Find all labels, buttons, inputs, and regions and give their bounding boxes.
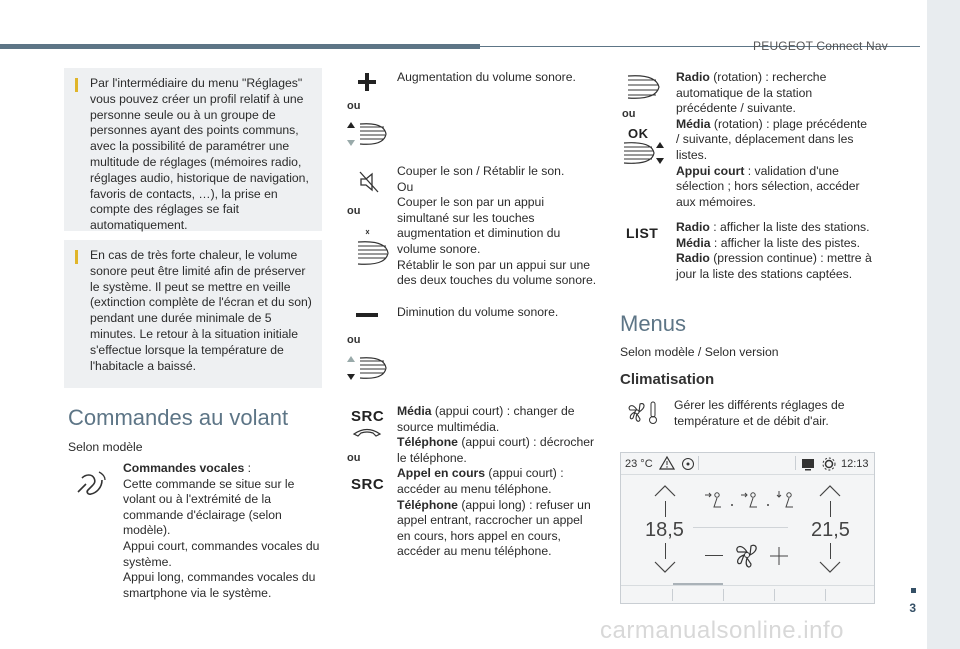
list-line-media bbox=[676, 236, 872, 252]
list-line-radio-long bbox=[676, 251, 872, 282]
src-bold: Appel en cours bbox=[397, 466, 486, 481]
src-text: (appui court) : changer de source multimédia. bbox=[397, 404, 575, 434]
temp-left-tick bbox=[665, 543, 666, 559]
voice-command-desc bbox=[123, 461, 323, 601]
radio-desc bbox=[676, 70, 872, 210]
radio-line-rotation bbox=[676, 70, 872, 117]
list-text: : afficher la liste des pistes. bbox=[710, 235, 861, 250]
temp-right-up-icon[interactable] bbox=[819, 485, 841, 497]
climatisation-desc: Gérer les différents réglages de température et de débit d'air. bbox=[674, 398, 845, 428]
scroll-wheel-ok-icon bbox=[622, 140, 666, 166]
plus-icon bbox=[357, 72, 377, 92]
info-box-heat bbox=[64, 240, 322, 388]
src-desc bbox=[397, 404, 599, 560]
temp-right-value: 21,5 bbox=[811, 519, 850, 541]
settings-icon[interactable] bbox=[822, 457, 836, 471]
radio-bold: Radio bbox=[676, 70, 710, 84]
ou-label: ou bbox=[347, 452, 361, 464]
media-line-rotation bbox=[676, 117, 872, 164]
radio-text: (rotation) : recherche automatique de la station précédente / suivante. bbox=[676, 70, 827, 116]
src-button-label-2: SRC bbox=[351, 476, 385, 493]
radio-bold: Média bbox=[676, 116, 711, 131]
air-distribution-icons[interactable] bbox=[701, 489, 801, 515]
src-text: (appui court) : accéder au menu téléphone. bbox=[397, 466, 564, 496]
temp-left-up-icon[interactable] bbox=[654, 485, 676, 497]
info-box-profiles bbox=[64, 68, 322, 231]
radio-text: (rotation) : plage précédente / suivante, déplacement dans les listes. bbox=[676, 116, 868, 162]
mute-icon bbox=[358, 170, 380, 194]
info-icon bbox=[75, 250, 78, 264]
menus-subtitle: Selon modèle / Selon version bbox=[620, 345, 779, 359]
src-text: (appui court) : décrocher le téléphone. bbox=[397, 435, 595, 465]
info-icon bbox=[75, 78, 78, 92]
ou-label: ou bbox=[347, 100, 361, 112]
info-text: Par l'intermédiaire du menu "Réglages" vous pouvez créer un profil relatif à une personne seule ou à un groupe de personnes ayant des points communs, avec la possibilité de paramétrer une multitude de réglages (mémoires radio, réglages audio, historique de navigation, favoris de contacts, …), la prise en compte des réglages se fait automatiquement. bbox=[90, 76, 309, 233]
temp-left-down-icon[interactable] bbox=[654, 561, 676, 573]
watermark: carmanualsonline.info bbox=[600, 617, 844, 644]
status-divider bbox=[698, 456, 699, 470]
minus-icon bbox=[356, 313, 378, 319]
page-indicator bbox=[673, 583, 723, 585]
temp-right-down-icon[interactable] bbox=[819, 561, 841, 573]
short-press-line bbox=[676, 164, 872, 211]
page-number: 3 bbox=[909, 601, 916, 615]
location-icon[interactable] bbox=[681, 457, 695, 471]
src-button-label: SRC bbox=[351, 408, 385, 425]
src-bold: Téléphone bbox=[397, 497, 458, 512]
header-title: PEUGEOT Connect Nav bbox=[753, 39, 888, 53]
src-line-phone-long bbox=[397, 498, 599, 560]
bottom-divider bbox=[825, 589, 826, 601]
climate-bottom-bar bbox=[621, 585, 874, 603]
temp-left-tick bbox=[665, 501, 666, 517]
list-bold: Média bbox=[676, 235, 711, 250]
warning-icon bbox=[659, 456, 675, 470]
mute-desc: Couper le son / Rétablir le son. Ou Couper le son par un appui simultané sur les touches augmentation et diminution du volume sonore. Rétablir le son par un appui sur une des deux touches du volume sonore. bbox=[397, 164, 597, 288]
list-bold: Radio bbox=[676, 220, 710, 234]
climate-screen bbox=[620, 452, 875, 604]
list-line-radio bbox=[676, 220, 872, 236]
fan-minus-icon[interactable] bbox=[705, 555, 723, 556]
outside-temperature: 23 °C bbox=[625, 458, 653, 470]
fan-plus-icon[interactable] bbox=[769, 546, 789, 566]
radio-text: : validation d'une sélection ; hors sélection, accéder aux mémoires. bbox=[676, 163, 860, 209]
src-line-phone bbox=[397, 435, 599, 466]
page-marker bbox=[911, 588, 916, 593]
clock: 12:13 bbox=[841, 458, 869, 470]
section-title-menus: Menus bbox=[620, 311, 687, 336]
src-line-call bbox=[397, 466, 599, 497]
bottom-divider bbox=[672, 589, 673, 601]
section-title-commandes: Commandes au volant bbox=[68, 405, 289, 430]
src-bold: Téléphone bbox=[397, 435, 458, 450]
bottom-divider bbox=[774, 589, 775, 601]
rotary-wheel-icon bbox=[626, 72, 662, 102]
section-subtitle: Selon modèle bbox=[68, 440, 143, 454]
voice-command-label: Commandes vocales bbox=[123, 461, 245, 475]
page-side-bar bbox=[927, 0, 960, 649]
scroll-wheel-mute-icon bbox=[352, 228, 392, 268]
list-bold: Radio bbox=[676, 251, 710, 266]
bottom-divider bbox=[723, 589, 724, 601]
src-bold: Média bbox=[397, 404, 432, 418]
list-desc bbox=[676, 220, 872, 282]
list-button-label: LIST bbox=[626, 225, 659, 241]
temp-right-tick bbox=[830, 543, 831, 559]
phone-icon bbox=[352, 427, 382, 437]
info-text: En cas de très forte chaleur, le volume sonore peut être limité afin de préserver le système. Il peut se mettre en veille (extinction complète de l'écran et du son) pendant une durée minimale de 5 minutes. Le retour à la situation initiale s'effectue lorsque la température de l'habitacle a baissé. bbox=[90, 248, 312, 373]
fan-thermometer-icon bbox=[626, 399, 660, 425]
list-text: (pression continue) : mettre à jour la liste des stations captées. bbox=[676, 251, 872, 281]
header-rule bbox=[0, 44, 480, 49]
voice-command-colon: : bbox=[244, 461, 252, 475]
scroll-wheel-up-icon bbox=[346, 120, 388, 148]
temp-right-tick bbox=[830, 501, 831, 517]
src-line-media bbox=[397, 404, 599, 435]
volume-down-desc: Diminution du volume sonore. bbox=[397, 305, 559, 319]
temp-left-value: 18,5 bbox=[645, 519, 684, 541]
status-divider bbox=[795, 456, 796, 470]
ok-button-label: OK bbox=[628, 126, 649, 141]
ou-label: ou bbox=[347, 334, 361, 346]
voice-command-icon bbox=[74, 468, 110, 498]
fan-icon[interactable] bbox=[733, 541, 761, 569]
scroll-wheel-down-icon bbox=[346, 354, 388, 382]
panel-divider bbox=[693, 527, 788, 528]
ou-label: ou bbox=[622, 108, 636, 120]
climate-status-bar bbox=[621, 453, 874, 475]
list-text: : afficher la liste des stations. bbox=[709, 220, 870, 234]
ou-label: ou bbox=[347, 205, 361, 217]
screen-icon[interactable] bbox=[801, 457, 815, 471]
src-text: (appui long) : refuser un appel entrant, raccrocher un appel en cours, hors appel en cours, accéder au menu téléphone. bbox=[397, 497, 591, 559]
volume-up-desc: Augmentation du volume sonore. bbox=[397, 70, 576, 84]
climatisation-title: Climatisation bbox=[620, 371, 715, 388]
voice-command-text: Cette commande se situe sur le volant ou à l'extrémité de la commande d'éclairage (selon modèle). Appui court, commandes vocales du système. Appui long, commandes vocales du smartphone via le système. bbox=[123, 476, 320, 600]
radio-bold: Appui court bbox=[676, 163, 745, 178]
